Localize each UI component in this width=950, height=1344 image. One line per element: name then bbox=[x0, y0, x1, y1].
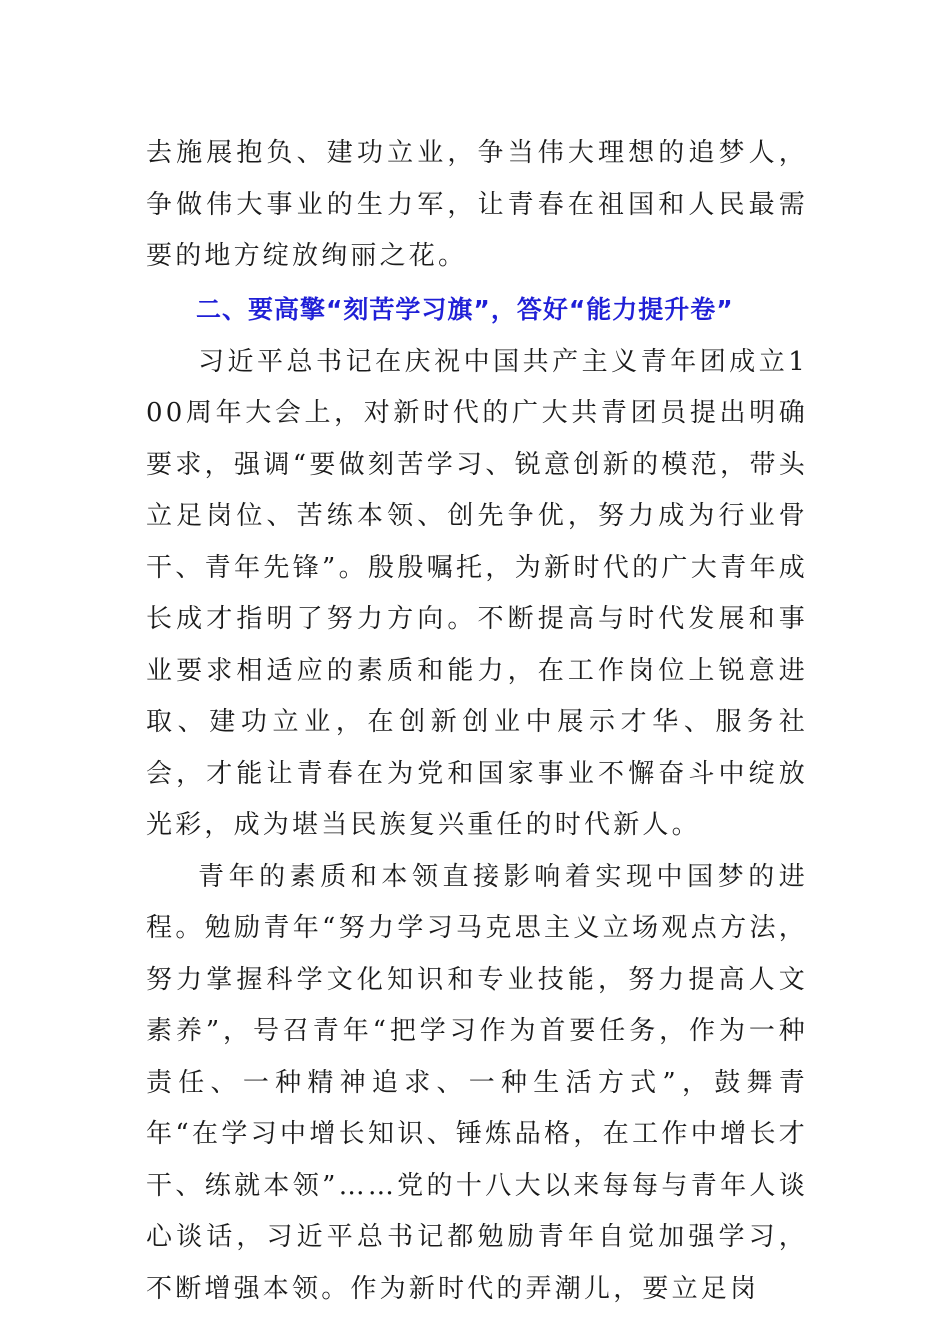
paragraph-continued: 去施展抱负、建功立业，争当伟大理想的追梦人，争做伟大事业的生力军，让青春在祖国和人民最需要的地方绽放绚丽之花。 bbox=[146, 138, 808, 271]
paragraph-1: 习近平总书记在庆祝中国共产主义青年团成立100周年大会上，对新时代的广大共青团员提出明确要求，强调“要做刻苦学习、锐意创新的模范，带头立足岗位、苦练本领、创先争优，努力成为行业骨干、青年先锋”。殷殷嘱托，为新时代的广大青年成长成才指明了努力方向。不断提高与时代发展和事业要求相适应的素质和能力，在工作岗位上锐意进取、建功立业，在创新创业中展示才华、服务社会，才能让青春在为党和国家事业不懈奋斗中绽放光彩，成为堪当民族复兴重任的时代新人。 bbox=[146, 346, 808, 840]
paragraph-2: 青年的素质和本领直接影响着实现中国梦的进程。勉励青年“努力学习马克思主义立场观点方法，努力掌握科学文化知识和专业技能，努力提高人文素养”，号召青年“把学习作为首要任务，作为一种责任、一种精神追求、一种生活方式”，鼓舞青年“在学习中增长知识、锤炼品格，在工作中增长才干、练就本领”……党的十八大以来每每与青年人谈心谈话，习近平总书记都勉励青年自觉加强学习，不断增强本领。作为新时代的弄潮儿，要立足岗 bbox=[146, 861, 808, 1304]
document-body bbox=[146, 128, 808, 1315]
section-heading: 二、要高擎“刻苦学习旗”，答好“能力提升卷” bbox=[196, 294, 734, 324]
